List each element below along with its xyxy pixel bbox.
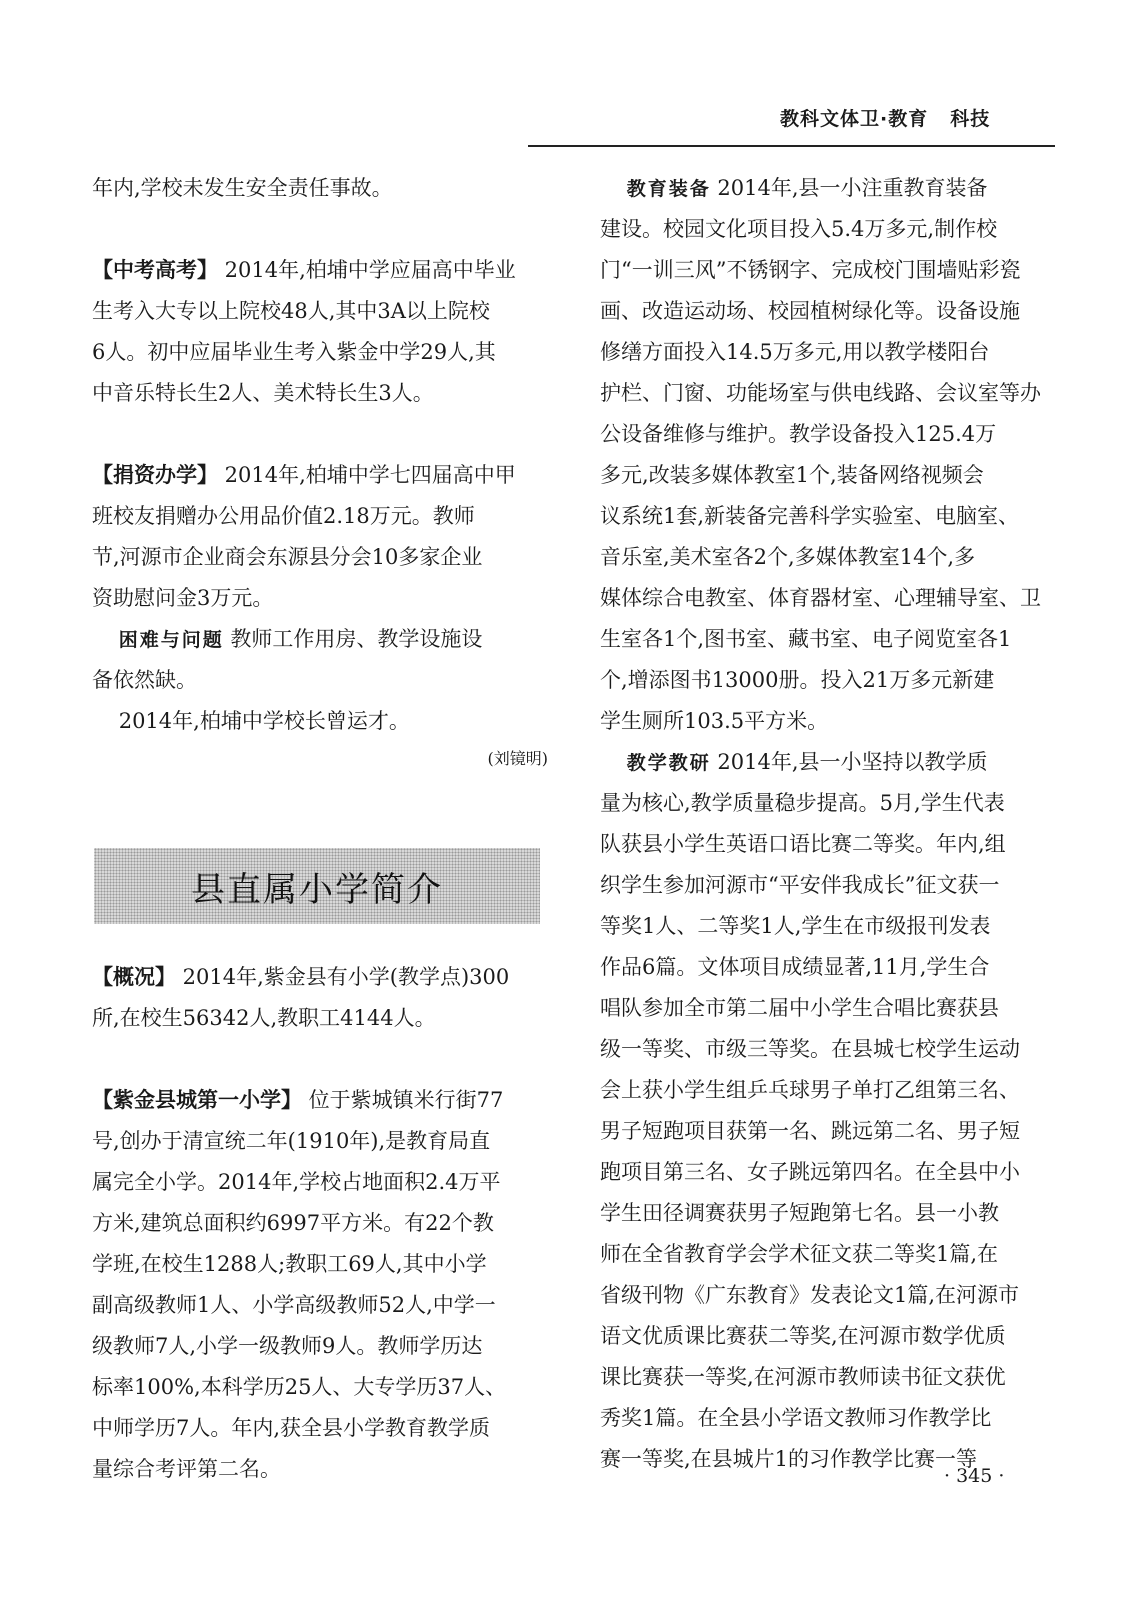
overview-tag: 【概况】 [92, 965, 176, 989]
school1-line: 中师学历7人。年内,获全县小学教育教学质 [92, 1416, 491, 1440]
teaching-line: 秀奖1篇。在全县小学语文教师习作教学比 [600, 1406, 992, 1430]
difficulty-line: 困难与问题 教师工作用房、教学设施设 [118, 627, 483, 651]
donation-line: 资助慰问金3万元。 [92, 586, 274, 610]
school1-line: 号,创办于清宣统二年(1910年),是教育局直 [92, 1129, 491, 1153]
header-section: 教科文体卫 [780, 108, 881, 130]
equipment-line: 护栏、门窗、功能场室与供电线路、会议室等办 [600, 381, 1041, 405]
difficulty-label: 困难与问题 [118, 629, 224, 651]
equipment-line: 多元,改装多媒体教室1个,装备网络视频会 [600, 463, 984, 487]
header-category-technology: 科技 [950, 108, 991, 130]
header-dot: · [880, 108, 889, 130]
running-header [780, 104, 1040, 131]
overview-line: 【概况】 2014年,紫金县有小学(教学点)300 [92, 965, 510, 989]
school1-line: 【紫金县城第一小学】 位于紫城镇米行街77 [92, 1088, 504, 1112]
zhongkao-tag: 【中考高考】 [92, 258, 218, 282]
teaching-line: 教学教研 2014年,县一小坚持以教学质 [626, 750, 988, 774]
teaching-line: 织学生参加河源市“平安伴我成长”征文获一 [600, 873, 1000, 897]
teaching-line: 男子短跑项目获第一名、跳远第二名、男子短 [600, 1119, 1020, 1143]
teaching-label: 教学教研 [626, 752, 711, 774]
equipment-line: 画、改造运动场、校园植树绿化等。设备设施 [600, 299, 1020, 323]
difficulty-line: 备依然缺。 [92, 668, 197, 692]
teaching-line: 等奖1人、二等奖1人,学生在市级报刊发表 [600, 914, 991, 938]
overview-line: 所,在校生56342人,教职工4144人。 [92, 1006, 436, 1030]
zhongkao-line: 【中考高考】 2014年,柏埔中学应届高中毕业 [92, 258, 516, 282]
school1-tag: 【紫金县城第一小学】 [92, 1088, 302, 1112]
teaching-line: 作品6篇。文体项目成绩显著,11月,学生合 [600, 955, 990, 979]
equipment-label: 教育装备 [626, 178, 711, 200]
section-title-banner [94, 848, 540, 924]
header-rule [528, 145, 1055, 147]
teaching-line: 级一等奖、市级三等奖。在县城七校学生运动 [600, 1037, 1020, 1061]
teaching-line: 跑项目第三名、女子跳远第四名。在全县中小 [600, 1160, 1020, 1184]
section-title: 县直属小学简介 [191, 869, 443, 910]
school1-line: 学班,在校生1288人;教职工69人,其中小学 [92, 1252, 487, 1276]
teaching-line: 课比赛获一等奖,在河源市教师读书征文获优 [600, 1365, 1006, 1389]
principal-line: 2014年,柏埔中学校长曾运才。 [118, 709, 410, 733]
teaching-line: 会上获小学生组乒乓球男子单打乙组第三名、 [600, 1078, 1020, 1102]
teaching-line: 唱队参加全市第二届中小学生合唱比赛获县 [600, 996, 999, 1020]
page-number: · 345 · [944, 1465, 1005, 1487]
teaching-line: 师在全省教育学会学术征文获二等奖1篇,在 [600, 1242, 999, 1266]
teaching-line: 学生田径调赛获男子短跑第七名。县一小教 [600, 1201, 999, 1225]
left-column-bottom [92, 957, 552, 1490]
equipment-line: 议系统1套,新装备完善科学实验室、电脑室、 [600, 504, 1020, 528]
donation-tag: 【捐资办学】 [92, 463, 218, 487]
donation-line: 班校友捐赠办公用品价值2.18万元。教师 [92, 504, 475, 528]
equipment-line: 教育装备 2014年,县一小注重教育装备 [626, 176, 988, 200]
teaching-line: 省级刊物《广东教育》发表论文1篇,在河源市 [600, 1283, 1020, 1307]
teaching-line: 赛一等奖,在县城片1的习作教学比赛一等 [600, 1447, 978, 1471]
equipment-line: 公设备维修与维护。教学设备投入125.4万 [600, 422, 997, 446]
right-column [600, 168, 1060, 1480]
school1-line: 副高级教师1人、小学高级教师52人,中学一 [92, 1293, 496, 1317]
equipment-line: 音乐室,美术室各2个,多媒体教室14个,多 [600, 545, 976, 569]
zhongkao-line: 6人。初中应届毕业生考入紫金中学29人,其 [92, 340, 496, 364]
author-credit: (刘镜明) [487, 749, 548, 768]
equipment-line: 媒体综合电教室、体育器材室、心理辅导室、卫 [600, 586, 1041, 610]
teaching-line: 队获县小学生英语口语比赛二等奖。年内,组 [600, 832, 1006, 856]
school1-line: 方米,建筑总面积约6997平方米。有22个教 [92, 1211, 494, 1235]
donation-line: 【捐资办学】 2014年,柏埔中学七四届高中甲 [92, 463, 516, 487]
zhongkao-line: 中音乐特长生2人、美术特长生3人。 [92, 381, 434, 405]
left-column-top [92, 168, 552, 776]
equipment-line: 个,增添图书13000册。投入21万多元新建 [600, 668, 995, 692]
school1-line: 标率100%,本科学历25人、大专学历37人、 [92, 1375, 507, 1399]
intro-line: 年内,学校未发生安全责任事故。 [92, 176, 393, 200]
teaching-line: 语文优质课比赛获二等奖,在河源市数学优质 [600, 1324, 1006, 1348]
school1-line: 属完全小学。2014年,学校占地面积2.4万平 [92, 1170, 501, 1194]
equipment-line: 生室各1个,图书室、藏书室、电子阅览室各1 [600, 627, 1012, 651]
donation-line: 节,河源市企业商会东源县分会10多家企业 [92, 545, 483, 569]
equipment-line: 学生厕所103.5平方米。 [600, 709, 829, 733]
zhongkao-line: 生考入大专以上院校48人,其中3A以上院校 [92, 299, 490, 323]
school1-line: 量综合考评第二名。 [92, 1457, 281, 1481]
header-category-education: 教育 [888, 108, 929, 130]
school1-line: 级教师7人,小学一级教师9人。教师学历达 [92, 1334, 483, 1358]
equipment-line: 建设。校园文化项目投入5.4万多元,制作校 [600, 217, 998, 241]
equipment-line: 门“一训三风”不锈钢字、完成校门围墙贴彩瓷 [600, 258, 1021, 282]
equipment-line: 修缮方面投入14.5万多元,用以教学楼阳台 [600, 340, 990, 364]
teaching-line: 量为核心,教学质量稳步提高。5月,学生代表 [600, 791, 1005, 815]
